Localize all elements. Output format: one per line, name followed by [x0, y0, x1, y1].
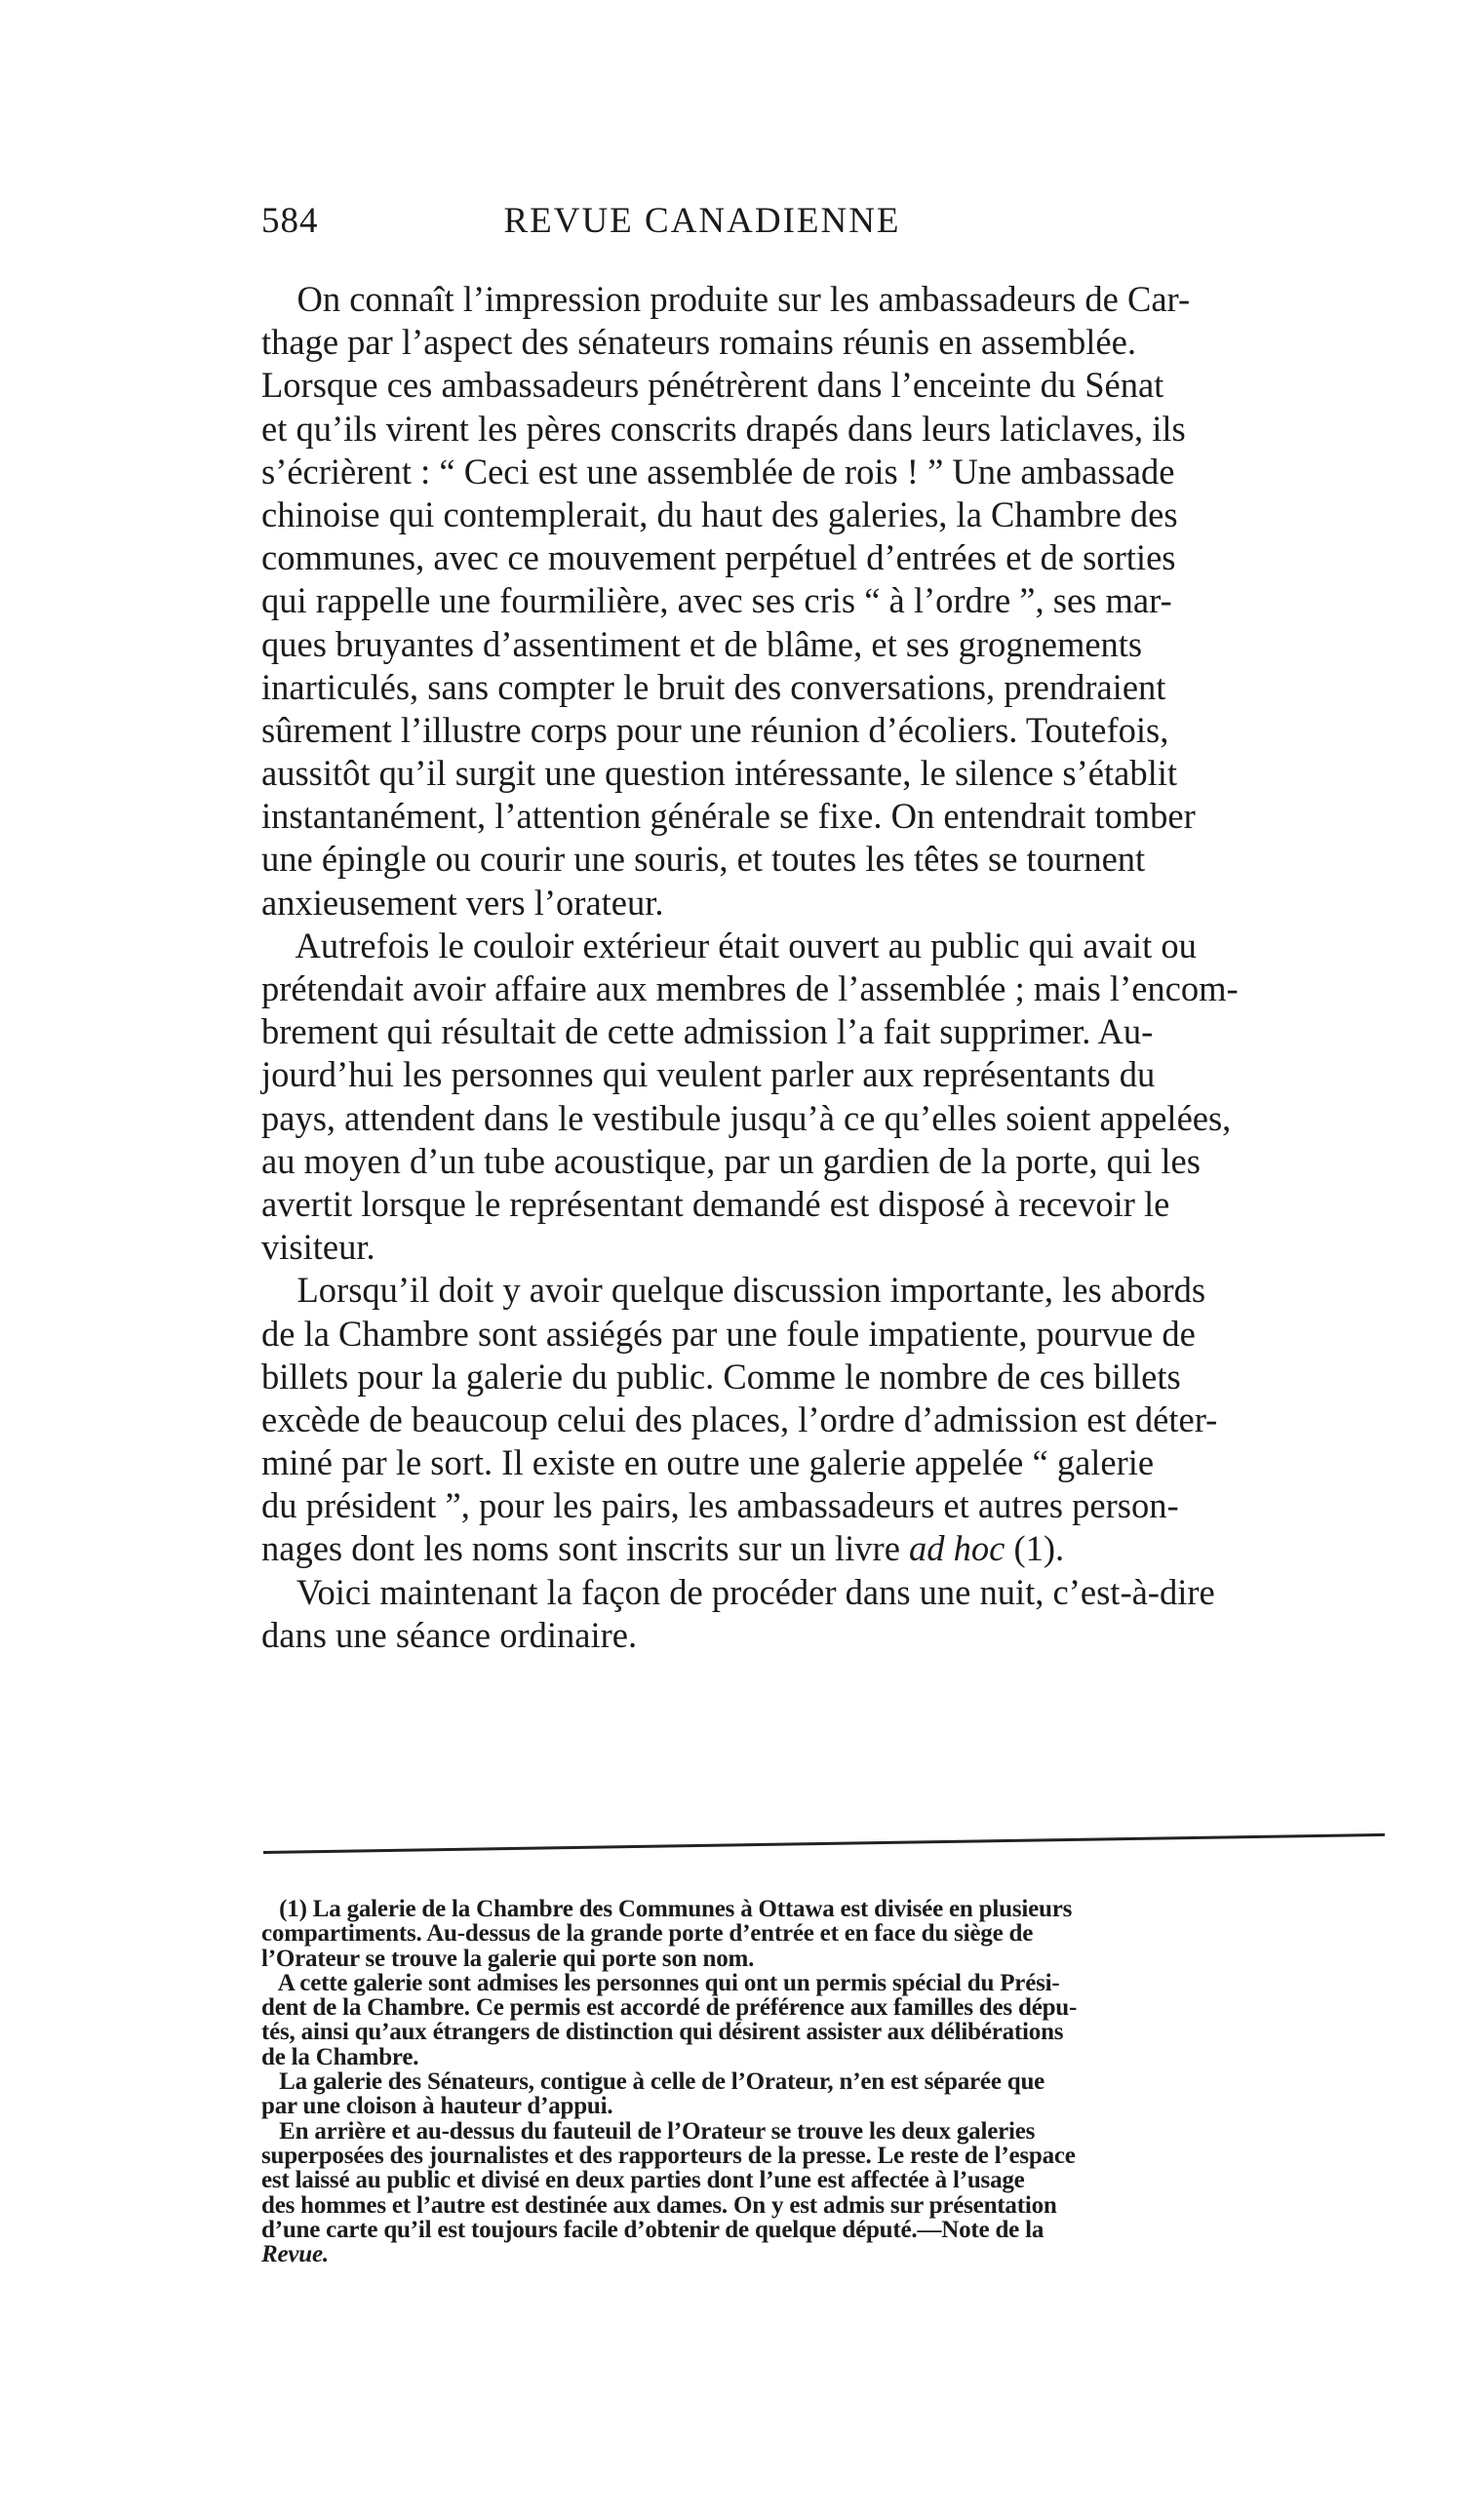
text-line: inarticulés, sans compter le bruit des conversations, prendraient: [261, 666, 1166, 707]
text-line: sûrement l’illustre corps pour une réunion d’écoliers. Toutefois,: [261, 709, 1169, 750]
footnote-line: tés, ainsi qu’aux étrangers de distinction qui désirent assister aux délibérations: [261, 2019, 1064, 2046]
footnote-line: A cette galerie sont admises les personnes qui ont un permis spécial du Prési-: [261, 1969, 1060, 1996]
footnote-line: En arrière et au-dessus du fauteuil de l’Orateur se trouve les deux galeries: [261, 2117, 1036, 2145]
text-line: de la Chambre sont assiégés par une foule impatiente, pourvue de: [261, 1313, 1196, 1354]
text-line: miné par le sort. Il existe en outre une galerie appelée “ galerie: [261, 1442, 1155, 1483]
text-line: s’écrièrent : “ Ceci est une assemblée de rois ! ” Une ambassade: [261, 451, 1175, 492]
italic-phrase: ad hoc: [909, 1528, 1006, 1569]
text-line: instantanément, l’attention générale se fixe. On entendrait tomber: [261, 796, 1196, 837]
text-line: brement qui résultait de cette admission l’a fait supprimer. Au-: [261, 1011, 1154, 1052]
footnote-line: des hommes et l’autre est destinée aux dames. On y est admis sur présentation: [261, 2191, 1057, 2219]
text-line: Voici maintenant la façon de procéder dans une nuit, c’est-à-dire: [261, 1571, 1215, 1612]
text-line: Lorsque ces ambassadeurs pénétrèrent dans l’enceinte du Sénat: [261, 365, 1164, 406]
text-line: et qu’ils virent les pères conscrits drapés dans leurs laticlaves, ils: [261, 408, 1186, 449]
body-text: [261, 278, 1393, 1657]
page-header: [261, 200, 1084, 258]
text-line: On connaît l’impression produite sur les ambassadeurs de Car-: [261, 279, 1191, 319]
text-line: aussitôt qu’il surgit une question intéressante, le silence s’établit: [261, 753, 1178, 794]
text-line: ques bruyantes d’assentiment et de blâme, et ses grognements: [261, 623, 1143, 664]
text-line: une épingle ou courir une souris, et toutes les têtes se tournent: [261, 839, 1146, 880]
text-line: avertit lorsque le représentant demandé est disposé à recevoir le: [261, 1183, 1170, 1224]
text-line: billets pour la galerie du public. Comme le nombre de ces billets: [261, 1356, 1181, 1397]
text-line: chinoise qui contemplerait, du haut des galeries, la Chambre des: [261, 493, 1178, 534]
footnote-line: La galerie des Sénateurs, contigue à celle de l’Orateur, n’en est séparée que: [261, 2068, 1045, 2096]
footnote-line: dent de la Chambre. Ce permis est accordé de préférence aux familles des dépu-: [261, 1994, 1078, 2022]
footnote-line: superposées des journalistes et des rapporteurs de la presse. Le reste de l’espace: [261, 2142, 1076, 2169]
text-line: du président ”, pour les pairs, les ambassadeurs et autres person-: [261, 1485, 1179, 1526]
text-line: Autrefois le couloir extérieur était ouvert au public qui avait ou: [261, 925, 1197, 965]
text-line: Lorsqu’il doit y avoir quelque discussion importante, les abords: [261, 1270, 1206, 1311]
footnote: [261, 1897, 1402, 2266]
text-line-start: nages dont les noms sont inscrits sur un livre: [261, 1528, 910, 1569]
footnote-line: (1) La galerie de la Chambre des Communes à Ottawa est divisée en plusieurs: [261, 1896, 1073, 1922]
footnote-line: compartiments. Au-dessus de la grande porte d’entrée et en face du siège de: [261, 1920, 1034, 1948]
footnote-separator-rule: [263, 1833, 1385, 1854]
footnote-line: l’Orateur se trouve la galerie qui porte son nom.: [261, 1945, 755, 1972]
footnote-last-line: Revue.: [261, 2241, 329, 2268]
text-line: au moyen d’un tube acoustique, par un gardien de la porte, qui les: [261, 1140, 1201, 1181]
text-line: jourd’hui les personnes qui veulent parler aux représentants du: [261, 1054, 1156, 1095]
text-line: thage par l’aspect des sénateurs romains réunis en assemblée.: [261, 322, 1136, 363]
footnote-line: par une cloison à hauteur d’appui.: [261, 2093, 613, 2120]
text-line-with-italic: [261, 1527, 1393, 1570]
text-line: communes, avec ce mouvement perpétuel d’entrées et de sorties: [261, 537, 1176, 578]
text-line: dans une séance ordinaire.: [261, 1614, 638, 1655]
running-title: REVUE CANADIENNE: [503, 201, 901, 241]
text-line: anxieusement vers l’orateur.: [261, 882, 664, 923]
text-line: excède de beaucoup celui des places, l’ordre d’admission est déter-: [261, 1398, 1218, 1439]
page-number: 584: [261, 201, 319, 241]
footnote-reference: (1).: [1005, 1528, 1065, 1569]
footnote-line: est laissé au public et divisé en deux parties dont l’une est affectée à l’usage: [261, 2167, 1025, 2194]
text-line: qui rappelle une fourmilière, avec ses cris “ à l’ordre ”, ses mar-: [261, 580, 1172, 621]
text-line: prétendait avoir affaire aux membres de l’assemblée ; mais l’encom-: [261, 968, 1239, 1008]
text-line: visiteur.: [261, 1227, 375, 1268]
text-line: pays, attendent dans le vestibule jusqu’à ce qu’elles soient appelées,: [261, 1097, 1232, 1138]
footnote-line: d’une carte qu’il est toujours facile d’obtenir de quelque député.—Note de la: [261, 2216, 1045, 2243]
footnote-line: de la Chambre.: [261, 2043, 419, 2070]
